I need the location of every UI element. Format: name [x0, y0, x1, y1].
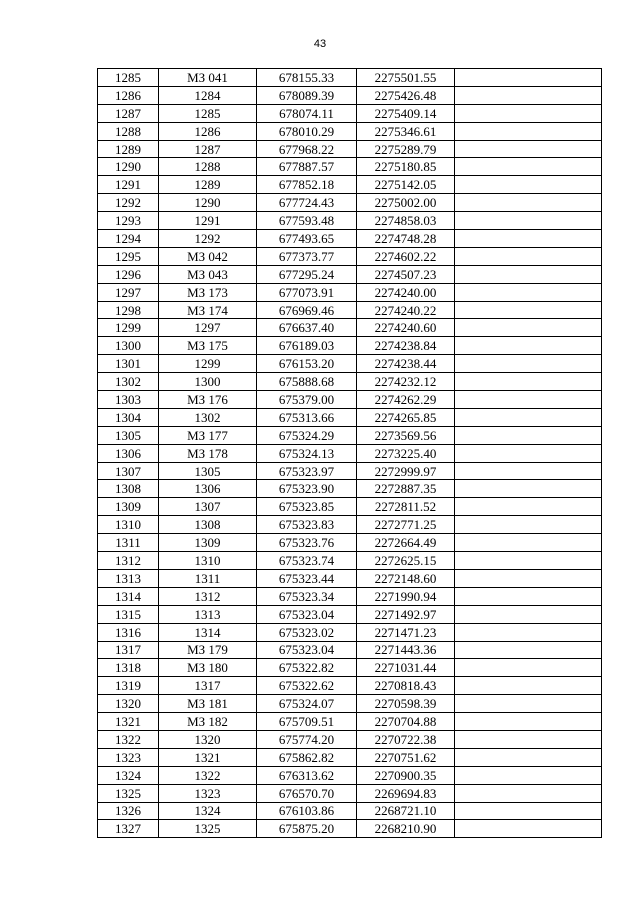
- table-cell: 675323.97: [257, 462, 357, 480]
- table-cell: 1314: [98, 587, 159, 605]
- table-cell: [455, 820, 602, 838]
- table-cell: 1296: [98, 265, 159, 283]
- table-cell: 2268721.10: [357, 802, 455, 820]
- table-cell: 2268210.90: [357, 820, 455, 838]
- table-row: [98, 391, 602, 409]
- table-cell: МЗ 043: [159, 265, 257, 283]
- table-cell: 1325: [98, 784, 159, 802]
- table-cell: 677968.22: [257, 140, 357, 158]
- table-cell: 676969.46: [257, 301, 357, 319]
- table-cell: 2274507.23: [357, 265, 455, 283]
- table-cell: 675774.20: [257, 730, 357, 748]
- coordinates-table-body: [98, 69, 602, 838]
- table-cell: 1311: [159, 569, 257, 587]
- table-cell: 2270900.35: [357, 766, 455, 784]
- table-cell: 2274748.28: [357, 230, 455, 248]
- table-cell: [455, 265, 602, 283]
- table-row: [98, 355, 602, 373]
- table-cell: [455, 301, 602, 319]
- table-cell: 677295.24: [257, 265, 357, 283]
- table-cell: [455, 498, 602, 516]
- table-row: [98, 212, 602, 230]
- table-row: [98, 319, 602, 337]
- table-cell: 677593.48: [257, 212, 357, 230]
- table-cell: 675323.34: [257, 587, 357, 605]
- table-row: [98, 247, 602, 265]
- table-cell: 1307: [159, 498, 257, 516]
- table-row: [98, 176, 602, 194]
- table-cell: 2273225.40: [357, 444, 455, 462]
- table-cell: [455, 194, 602, 212]
- table-row: [98, 730, 602, 748]
- table-cell: 1312: [159, 587, 257, 605]
- table-cell: 677493.65: [257, 230, 357, 248]
- table-cell: 676313.62: [257, 766, 357, 784]
- table-cell: 2270704.88: [357, 713, 455, 731]
- table-cell: [455, 659, 602, 677]
- table-cell: 1305: [159, 462, 257, 480]
- table-cell: 678010.29: [257, 122, 357, 140]
- table-row: [98, 426, 602, 444]
- table-cell: МЗ 042: [159, 247, 257, 265]
- table-row: [98, 641, 602, 659]
- table-row: [98, 86, 602, 104]
- table-cell: [455, 605, 602, 623]
- table-cell: [455, 641, 602, 659]
- table-cell: [455, 283, 602, 301]
- table-cell: 1297: [159, 319, 257, 337]
- table-cell: 675324.07: [257, 695, 357, 713]
- table-cell: 1313: [98, 569, 159, 587]
- table-cell: [455, 69, 602, 87]
- table-cell: МЗ 178: [159, 444, 257, 462]
- table-cell: 1314: [159, 623, 257, 641]
- table-cell: 675323.85: [257, 498, 357, 516]
- table-cell: 1321: [98, 713, 159, 731]
- table-cell: [455, 212, 602, 230]
- table-cell: 1311: [98, 534, 159, 552]
- table-cell: 1321: [159, 748, 257, 766]
- table-row: [98, 784, 602, 802]
- table-row: [98, 677, 602, 695]
- table-row: [98, 104, 602, 122]
- table-cell: 2275346.61: [357, 122, 455, 140]
- table-cell: 2273569.56: [357, 426, 455, 444]
- table-cell: 2274240.60: [357, 319, 455, 337]
- table-cell: 1290: [98, 158, 159, 176]
- table-cell: [455, 462, 602, 480]
- table-row: [98, 766, 602, 784]
- table-cell: 1287: [159, 140, 257, 158]
- table-row: [98, 516, 602, 534]
- table-cell: 675324.29: [257, 426, 357, 444]
- table-cell: 1291: [98, 176, 159, 194]
- table-row: [98, 534, 602, 552]
- table-cell: 1285: [98, 69, 159, 87]
- table-row: [98, 605, 602, 623]
- table-cell: 1293: [98, 212, 159, 230]
- table-cell: 2270598.39: [357, 695, 455, 713]
- table-cell: [455, 748, 602, 766]
- table-cell: 2274262.29: [357, 391, 455, 409]
- table-cell: 2272771.25: [357, 516, 455, 534]
- table-cell: 2274602.22: [357, 247, 455, 265]
- table-cell: 2271443.36: [357, 641, 455, 659]
- table-row: [98, 337, 602, 355]
- table-row: [98, 408, 602, 426]
- table-cell: 2271990.94: [357, 587, 455, 605]
- table-row: [98, 265, 602, 283]
- table-cell: 2274238.44: [357, 355, 455, 373]
- table-cell: 1309: [98, 498, 159, 516]
- coordinates-table: [97, 68, 602, 838]
- table-row: [98, 140, 602, 158]
- table-cell: 2272887.35: [357, 480, 455, 498]
- table-cell: 675875.20: [257, 820, 357, 838]
- table-cell: [455, 391, 602, 409]
- table-cell: 675709.51: [257, 713, 357, 731]
- table-cell: 675322.62: [257, 677, 357, 695]
- table-cell: [455, 713, 602, 731]
- table-row: [98, 373, 602, 391]
- table-cell: 2272999.97: [357, 462, 455, 480]
- table-cell: 1289: [159, 176, 257, 194]
- table-cell: [455, 355, 602, 373]
- table-cell: 1285: [159, 104, 257, 122]
- table-cell: 2272148.60: [357, 569, 455, 587]
- table-cell: 1301: [98, 355, 159, 373]
- table-cell: МЗ 177: [159, 426, 257, 444]
- table-cell: 1310: [159, 552, 257, 570]
- table-cell: 1299: [98, 319, 159, 337]
- table-cell: 2272625.15: [357, 552, 455, 570]
- table-cell: МЗ 173: [159, 283, 257, 301]
- table-cell: 675379.00: [257, 391, 357, 409]
- table-cell: [455, 587, 602, 605]
- table-row: [98, 713, 602, 731]
- table-cell: 677073.91: [257, 283, 357, 301]
- table-cell: 2272664.49: [357, 534, 455, 552]
- table-cell: 1303: [98, 391, 159, 409]
- table-cell: 675323.90: [257, 480, 357, 498]
- table-cell: 1312: [98, 552, 159, 570]
- table-cell: 1302: [159, 408, 257, 426]
- table-cell: 2271471.23: [357, 623, 455, 641]
- table-row: [98, 623, 602, 641]
- table-cell: 1316: [98, 623, 159, 641]
- table-cell: 1299: [159, 355, 257, 373]
- table-cell: 1320: [159, 730, 257, 748]
- table-cell: 1292: [159, 230, 257, 248]
- table-cell: 675323.83: [257, 516, 357, 534]
- table-row: [98, 802, 602, 820]
- table-cell: [455, 408, 602, 426]
- table-cell: 1325: [159, 820, 257, 838]
- table-cell: 1288: [159, 158, 257, 176]
- table-cell: 1302: [98, 373, 159, 391]
- table-cell: [455, 122, 602, 140]
- table-cell: 676103.86: [257, 802, 357, 820]
- table-cell: 1291: [159, 212, 257, 230]
- table-cell: 1290: [159, 194, 257, 212]
- table-cell: 675862.82: [257, 748, 357, 766]
- table-cell: 1295: [98, 247, 159, 265]
- table-cell: 675888.68: [257, 373, 357, 391]
- table-row: [98, 498, 602, 516]
- table-row: [98, 122, 602, 140]
- table-cell: 2272811.52: [357, 498, 455, 516]
- table-cell: 2271031.44: [357, 659, 455, 677]
- table-cell: 677373.77: [257, 247, 357, 265]
- table-row: [98, 301, 602, 319]
- table-cell: МЗ 175: [159, 337, 257, 355]
- table-row: [98, 230, 602, 248]
- table-cell: 1310: [98, 516, 159, 534]
- table-cell: МЗ 182: [159, 713, 257, 731]
- table-cell: 1313: [159, 605, 257, 623]
- table-cell: 1322: [98, 730, 159, 748]
- table-row: [98, 552, 602, 570]
- table-cell: МЗ 176: [159, 391, 257, 409]
- table-cell: 2275002.00: [357, 194, 455, 212]
- table-cell: 677852.18: [257, 176, 357, 194]
- table-cell: 1298: [98, 301, 159, 319]
- table-row: [98, 158, 602, 176]
- table-row: [98, 587, 602, 605]
- table-cell: 2275180.85: [357, 158, 455, 176]
- table-cell: 1315: [98, 605, 159, 623]
- table-cell: [455, 337, 602, 355]
- table-cell: 676570.70: [257, 784, 357, 802]
- table-cell: [455, 516, 602, 534]
- table-cell: [455, 730, 602, 748]
- table-cell: [455, 373, 602, 391]
- table-cell: [455, 247, 602, 265]
- table-row: [98, 659, 602, 677]
- table-cell: 2270818.43: [357, 677, 455, 695]
- table-cell: 675323.04: [257, 605, 357, 623]
- table-cell: 2274240.22: [357, 301, 455, 319]
- table-cell: 675313.66: [257, 408, 357, 426]
- table-cell: 1308: [98, 480, 159, 498]
- table-cell: 1284: [159, 86, 257, 104]
- table-cell: [455, 140, 602, 158]
- table-cell: 677887.57: [257, 158, 357, 176]
- table-cell: [455, 766, 602, 784]
- table-cell: 2274858.03: [357, 212, 455, 230]
- table-cell: 1286: [98, 86, 159, 104]
- table-cell: 677724.43: [257, 194, 357, 212]
- table-cell: МЗ 179: [159, 641, 257, 659]
- table-cell: МЗ 180: [159, 659, 257, 677]
- table-cell: 1300: [98, 337, 159, 355]
- table-cell: [455, 426, 602, 444]
- table-cell: 675323.04: [257, 641, 357, 659]
- table-cell: [455, 176, 602, 194]
- table-cell: 1306: [159, 480, 257, 498]
- table-cell: 1289: [98, 140, 159, 158]
- table-cell: [455, 86, 602, 104]
- table-cell: 675324.13: [257, 444, 357, 462]
- table-cell: 678089.39: [257, 86, 357, 104]
- table-cell: 1322: [159, 766, 257, 784]
- table-cell: 1288: [98, 122, 159, 140]
- table-cell: 2274238.84: [357, 337, 455, 355]
- table-cell: [455, 623, 602, 641]
- table-cell: 2275289.79: [357, 140, 455, 158]
- table-cell: [455, 158, 602, 176]
- table-cell: МЗ 174: [159, 301, 257, 319]
- table-row: [98, 820, 602, 838]
- table-cell: [455, 104, 602, 122]
- table-cell: 2274232.12: [357, 373, 455, 391]
- table-row: [98, 69, 602, 87]
- table-cell: 1323: [98, 748, 159, 766]
- table-cell: [455, 695, 602, 713]
- table-cell: 675322.82: [257, 659, 357, 677]
- table-cell: 2271492.97: [357, 605, 455, 623]
- table-cell: 1297: [98, 283, 159, 301]
- table-cell: 675323.44: [257, 569, 357, 587]
- table-cell: [455, 569, 602, 587]
- table-cell: 678074.11: [257, 104, 357, 122]
- table-cell: 1292: [98, 194, 159, 212]
- page-number: 43: [313, 38, 327, 50]
- table-cell: [455, 677, 602, 695]
- table-cell: 1294: [98, 230, 159, 248]
- table-cell: [455, 534, 602, 552]
- table-cell: 1306: [98, 444, 159, 462]
- table-cell: 675323.74: [257, 552, 357, 570]
- table-cell: 2269694.83: [357, 784, 455, 802]
- table-cell: 1305: [98, 426, 159, 444]
- table-cell: 2275142.05: [357, 176, 455, 194]
- table-cell: 1327: [98, 820, 159, 838]
- table-cell: 2275501.55: [357, 69, 455, 87]
- table-cell: 1309: [159, 534, 257, 552]
- table-cell: [455, 802, 602, 820]
- table-cell: [455, 319, 602, 337]
- table-cell: 1308: [159, 516, 257, 534]
- table-cell: 1318: [98, 659, 159, 677]
- table-row: [98, 283, 602, 301]
- table-cell: 1317: [159, 677, 257, 695]
- table-cell: 1286: [159, 122, 257, 140]
- table-cell: [455, 230, 602, 248]
- table-cell: 2274240.00: [357, 283, 455, 301]
- table-cell: [455, 480, 602, 498]
- table-row: [98, 480, 602, 498]
- table-cell: 1300: [159, 373, 257, 391]
- table-cell: [455, 444, 602, 462]
- table-cell: 2274265.85: [357, 408, 455, 426]
- table-cell: 1323: [159, 784, 257, 802]
- table-cell: 675323.76: [257, 534, 357, 552]
- table-cell: 2270751.62: [357, 748, 455, 766]
- table-cell: 675323.02: [257, 623, 357, 641]
- table-cell: 1317: [98, 641, 159, 659]
- table-row: [98, 695, 602, 713]
- table-cell: 2270722.38: [357, 730, 455, 748]
- table-row: [98, 194, 602, 212]
- table-cell: 676637.40: [257, 319, 357, 337]
- table-cell: 2275409.14: [357, 104, 455, 122]
- table-cell: МЗ 181: [159, 695, 257, 713]
- table-cell: 678155.33: [257, 69, 357, 87]
- table-cell: 2275426.48: [357, 86, 455, 104]
- table-cell: 1324: [159, 802, 257, 820]
- table-row: [98, 569, 602, 587]
- table-cell: 1320: [98, 695, 159, 713]
- table-cell: 1287: [98, 104, 159, 122]
- table-cell: [455, 552, 602, 570]
- table-cell: 676189.03: [257, 337, 357, 355]
- table-cell: 1307: [98, 462, 159, 480]
- table-cell: 1304: [98, 408, 159, 426]
- table-cell: 1324: [98, 766, 159, 784]
- table-row: [98, 748, 602, 766]
- table-cell: МЗ 041: [159, 69, 257, 87]
- table-cell: [455, 784, 602, 802]
- table-row: [98, 462, 602, 480]
- table-cell: 1326: [98, 802, 159, 820]
- table-cell: 676153.20: [257, 355, 357, 373]
- table-row: [98, 444, 602, 462]
- table-cell: 1319: [98, 677, 159, 695]
